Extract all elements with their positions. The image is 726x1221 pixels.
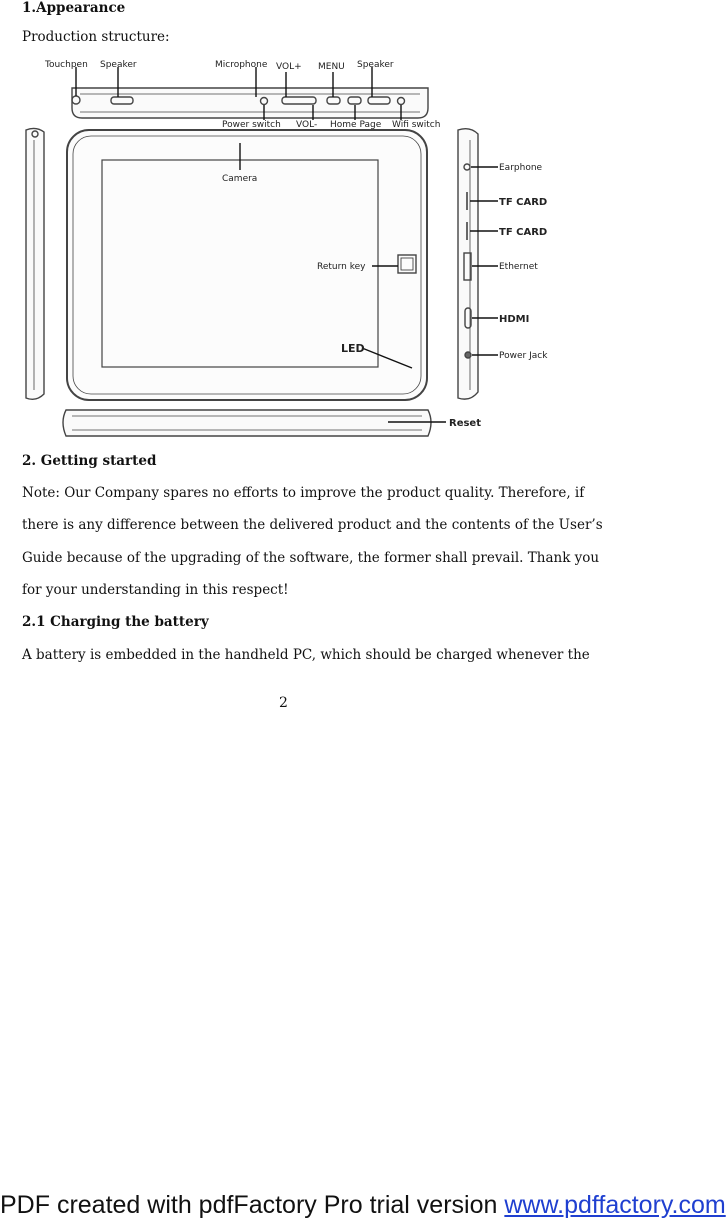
note-line-1: Note: Our Company spares no efforts to improve the product quality. Therefore, if bbox=[22, 485, 585, 501]
left-side-view bbox=[26, 128, 44, 399]
note-line-3: Guide because of the upgrading of the software, the former shall prevail. Thank you bbox=[22, 550, 600, 566]
charging-text: A battery is embedded in the handheld PC, which should be charged whenever the bbox=[22, 647, 590, 663]
section1-heading: 1.Appearance bbox=[22, 0, 126, 16]
label-return-key: Return key bbox=[317, 262, 366, 272]
label-vol-plus: VOL+ bbox=[276, 62, 302, 72]
label-home-page: Home Page bbox=[330, 120, 382, 130]
pdf-footer bbox=[0, 1191, 726, 1220]
production-structure-label: Production structure: bbox=[22, 29, 170, 45]
label-touchpen: Touchpen bbox=[45, 60, 88, 70]
section2-heading: 2. Getting started bbox=[22, 453, 157, 469]
footer-text: PDF created with pdfFactory Pro trial version bbox=[0, 1191, 505, 1219]
label-led: LED bbox=[341, 342, 365, 355]
label-earphone: Earphone bbox=[499, 163, 543, 173]
label-ethernet: Ethernet bbox=[499, 262, 538, 272]
label-wifi-switch: Wifi switch bbox=[392, 120, 441, 130]
page-number: 2 bbox=[279, 695, 288, 711]
label-tf-card-2: TF CARD bbox=[499, 227, 548, 238]
label-tf-card-1: TF CARD bbox=[499, 197, 548, 208]
section2-1-heading: 2.1 Charging the battery bbox=[22, 614, 209, 630]
label-power-jack: Power Jack bbox=[499, 351, 548, 361]
bottom-edge-view bbox=[63, 410, 431, 436]
device-diagram bbox=[0, 50, 608, 445]
label-menu: MENU bbox=[318, 62, 345, 72]
label-camera: Camera bbox=[222, 174, 258, 184]
front-view bbox=[67, 130, 427, 400]
note-line-2: there is any difference between the delivered product and the contents of the User’s bbox=[22, 517, 603, 533]
label-vol-minus: VOL- bbox=[296, 120, 318, 130]
right-side-view bbox=[458, 129, 478, 399]
note-line-4: for your understanding in this respect! bbox=[22, 582, 289, 598]
label-hdmi: HDMI bbox=[499, 314, 530, 325]
top-edge-view bbox=[72, 88, 428, 118]
label-microphone: Microphone bbox=[215, 60, 268, 70]
footer-link[interactable]: www.pdffactory.com bbox=[504, 1191, 726, 1219]
label-reset: Reset bbox=[449, 418, 481, 429]
label-speaker-left: Speaker bbox=[100, 60, 137, 70]
label-speaker-right: Speaker bbox=[357, 60, 394, 70]
label-power-switch: Power switch bbox=[222, 120, 281, 130]
